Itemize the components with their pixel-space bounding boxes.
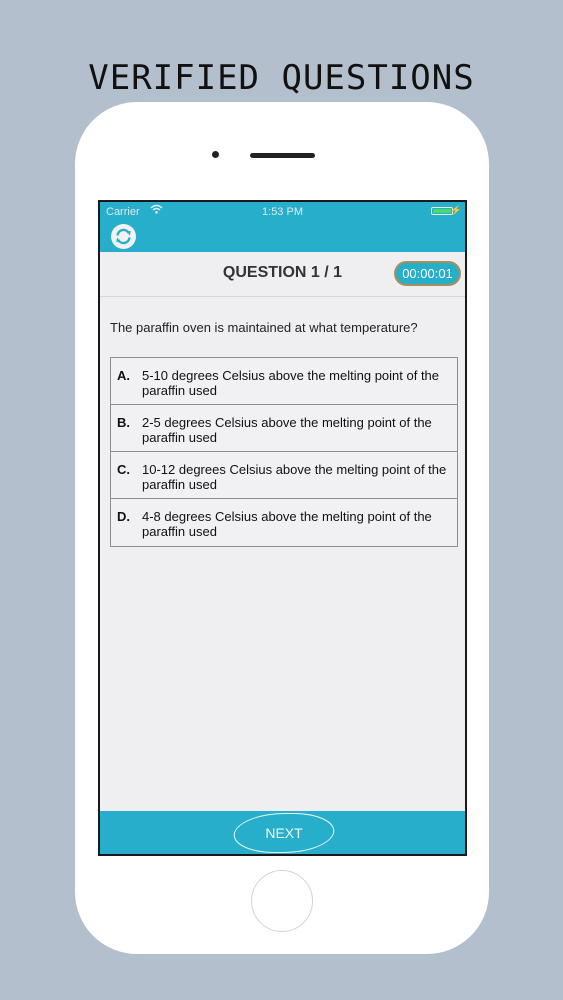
battery-icon <box>431 207 453 215</box>
timer-badge: 00:00:01 <box>394 261 461 286</box>
status-bar <box>100 202 465 220</box>
option-b[interactable] <box>111 405 457 452</box>
app-screen <box>98 200 467 856</box>
carrier-label: Carrier <box>106 206 140 218</box>
bottom-bar <box>100 811 465 856</box>
question-header <box>100 252 465 297</box>
refresh-icon <box>114 227 133 246</box>
option-text: 2-5 degrees Celsius above the melting point of the paraffin used <box>142 415 432 445</box>
status-time: 1:53 PM <box>262 206 303 218</box>
option-text: 5-10 degrees Celsius above the melting point of the paraffin used <box>142 368 440 398</box>
speaker-grille <box>250 153 315 158</box>
option-letter: C. <box>117 462 130 477</box>
answer-options <box>110 357 458 547</box>
option-letter: D. <box>117 509 130 524</box>
question-text: The paraffin oven is maintained at what temperature? <box>110 320 418 335</box>
refresh-button[interactable] <box>111 224 136 249</box>
top-bar <box>100 202 465 252</box>
camera-dot <box>212 151 219 158</box>
charging-bolt-icon: ⚡ <box>450 205 462 215</box>
option-d[interactable] <box>111 499 457 546</box>
option-text: 4-8 degrees Celsius above the melting point of the paraffin used <box>142 509 432 539</box>
next-button-label[interactable]: NEXT <box>265 825 303 841</box>
phone-frame <box>75 102 489 954</box>
option-c[interactable] <box>111 452 457 499</box>
question-counter: QUESTION 1 / 1 <box>222 264 343 281</box>
option-a[interactable] <box>111 358 457 405</box>
option-letter: B. <box>117 415 130 430</box>
option-text: 10-12 degrees Celsius above the melting point of the paraffin used <box>142 462 447 492</box>
home-button[interactable] <box>251 870 313 932</box>
option-letter: A. <box>117 368 130 383</box>
promo-headline: VERIFIED QUESTIONS <box>88 58 475 98</box>
